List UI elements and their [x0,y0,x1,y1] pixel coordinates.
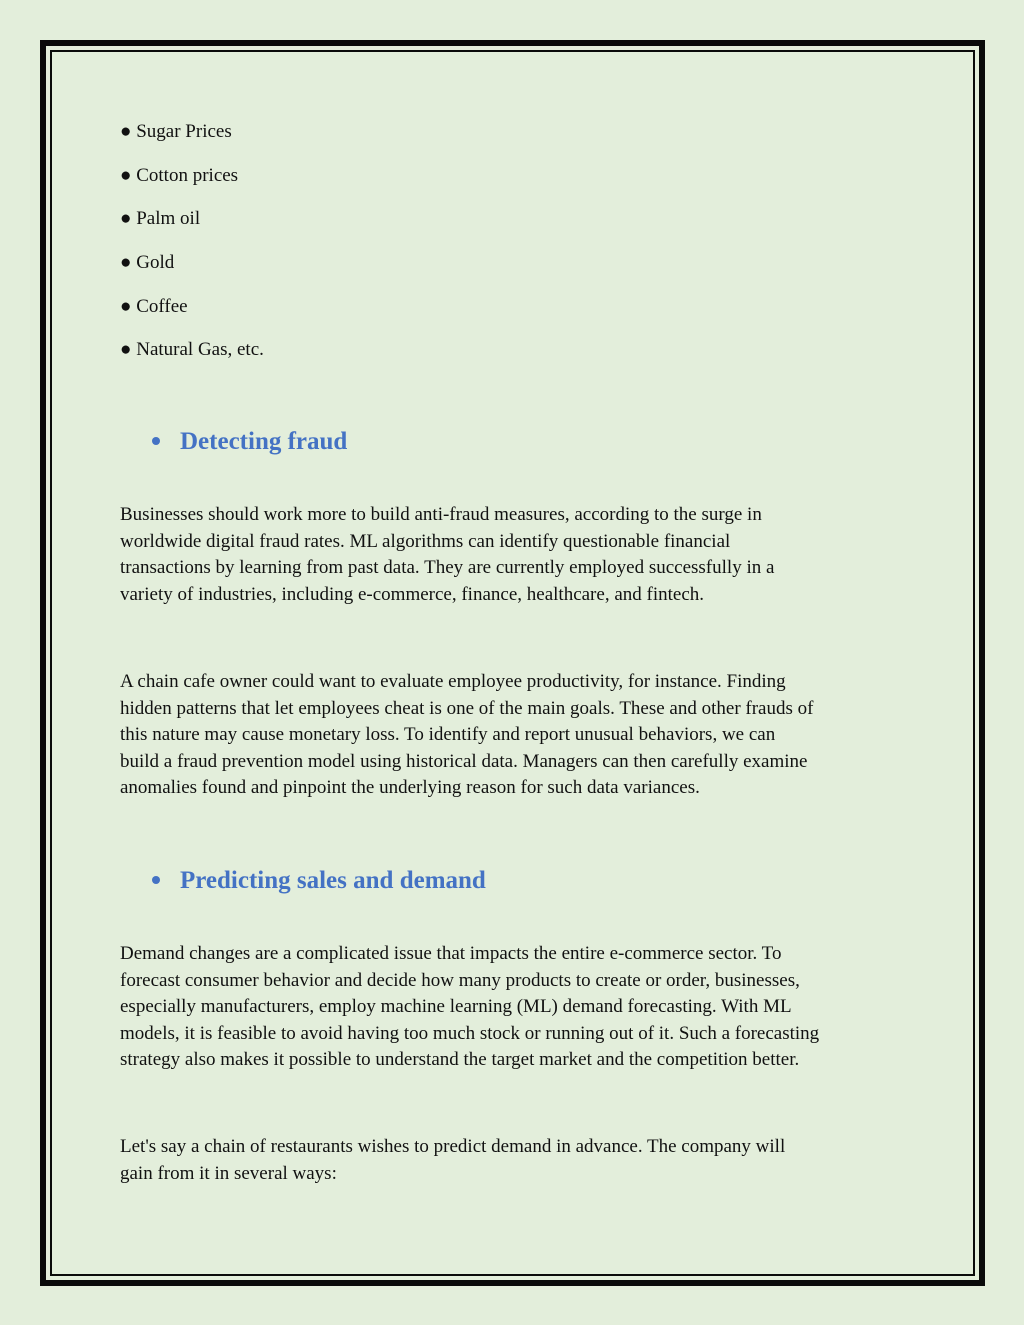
text-line: hidden patterns that let employees cheat is one of the main goals. These and other frauds of [120,697,814,719]
list-item: ● Natural Gas, etc. [120,339,264,361]
text-line: A chain cafe owner could want to evaluate employee productivity, for instance. Finding [120,671,786,692]
heading-text: Detecting fraud [180,428,348,455]
section-heading-sales-demand [152,865,486,897]
list-item: ● Cotton prices [120,164,239,186]
demand-paragraph-2 [120,1134,910,1187]
text-line: build a fraud prevention model using historical data. Managers can then carefully examine [120,750,808,772]
text-line: especially manufacturers, employ machine learning (ML) demand forecasting. With ML [120,996,792,1017]
demand-paragraph-1 [120,941,910,1074]
text-line: strategy also makes it possible to understand the target market and the competition better. [120,1049,800,1070]
bullet-dot-icon [152,437,160,445]
list-item: ● Coffee [120,295,188,317]
text-line: Let's say a chain of restaurants wishes to predict demand in advance. The company will [120,1136,786,1157]
text-line: Demand changes are a complicated issue that impacts the entire e-commerce sector. To [120,943,782,964]
list-item: ● Palm oil [120,208,201,230]
list-item: ● Sugar Prices [120,121,232,142]
text-line: models, it is feasible to avoid having too much stock or running out of it. Such a forecasting [120,1022,820,1044]
list-item: ● Gold [120,252,175,274]
text-line: gain from it in several ways: [120,1162,337,1184]
commodity-list [120,118,264,380]
text-line: variety of industries, including e-commerce, finance, healthcare, and fintech. [120,583,704,605]
text-line: forecast consumer behavior and decide how many products to create or order, businesses, [120,969,800,991]
section-heading-fraud [152,426,347,458]
bullet-dot-icon [152,876,160,884]
text-line: worldwide digital fraud rates. ML algorithms can identify questionable financial [120,530,731,552]
text-line: anomalies found and pinpoint the underlying reason for such data variances. [120,777,700,798]
fraud-paragraph-2 [120,669,910,802]
text-line: Businesses should work more to build anti-fraud measures, according to the surge in [120,504,762,525]
text-line: transactions by learning from past data. They are currently employed successfully in a [120,557,775,578]
fraud-paragraph-1 [120,502,910,608]
heading-text: Predicting sales and demand [180,867,486,894]
text-line: this nature may cause monetary loss. To identify and report unusual behaviors, we can [120,724,776,745]
